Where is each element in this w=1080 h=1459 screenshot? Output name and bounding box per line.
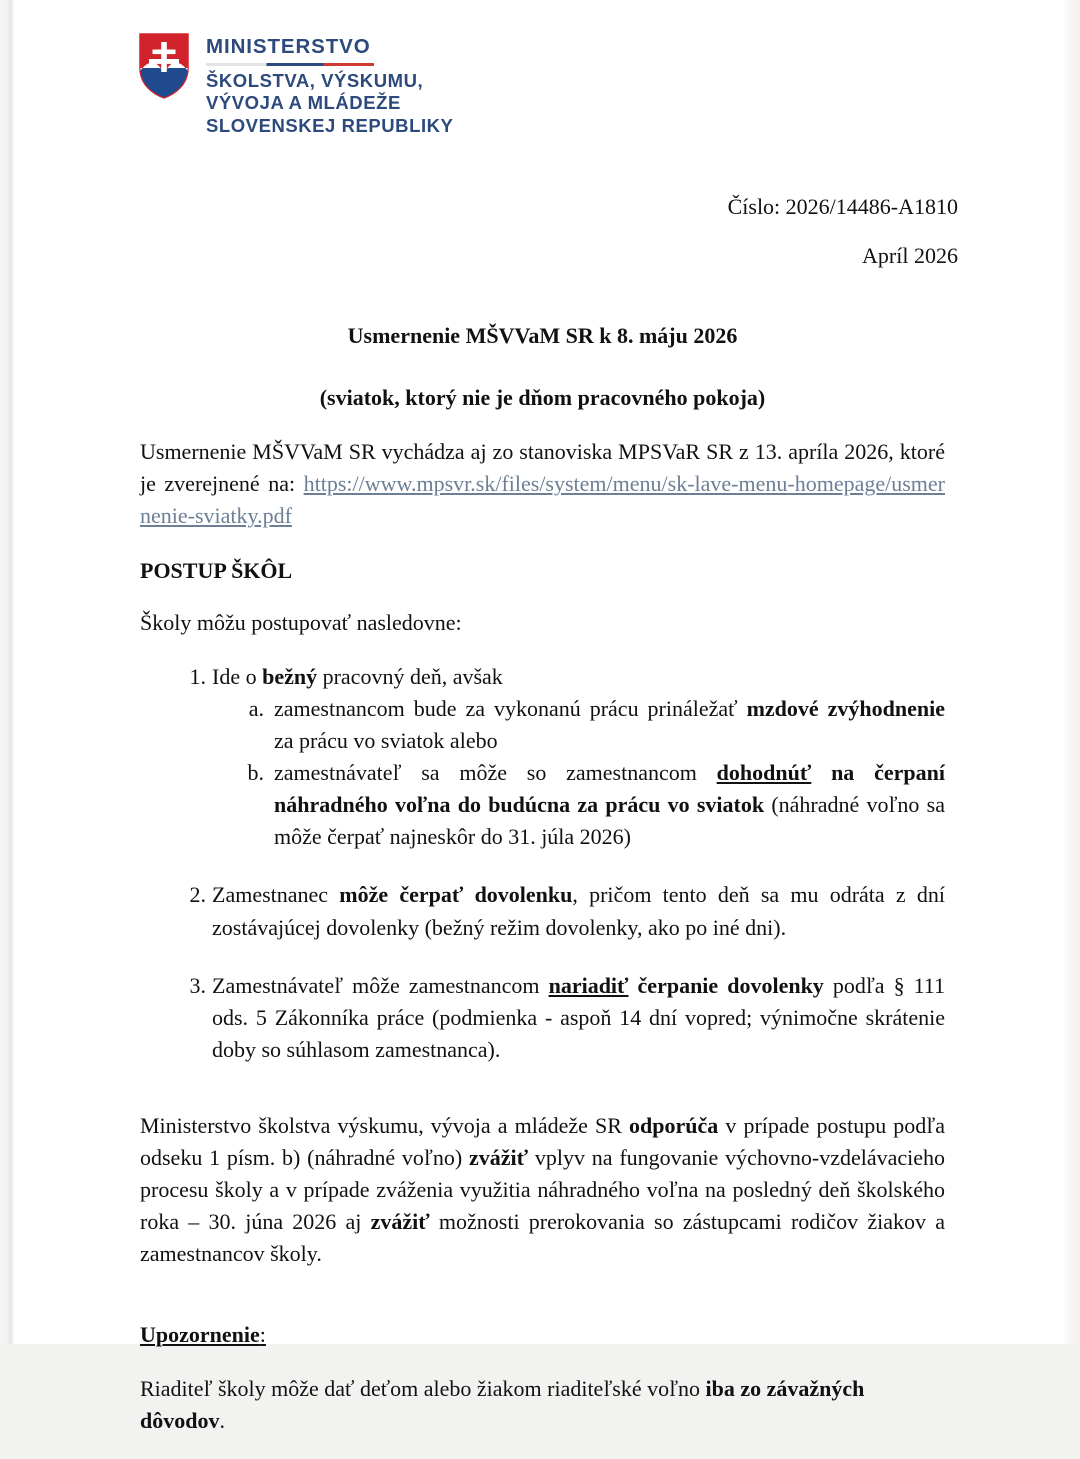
section-lead-line: Školy môžu postupovať nasledovne: [140, 609, 462, 635]
document-title: Usmernenie MŠVVaM SR k 8. máju 2026 [347, 323, 738, 348]
list-item-1b [212, 757, 945, 853]
list-item-1a-marker: a. [248, 695, 264, 721]
intro-paragraph [140, 436, 945, 532]
section-heading-postup-skol: POSTUP ŠKÔL [140, 557, 293, 583]
ministry-name-rest [206, 70, 453, 138]
letterhead [136, 30, 453, 137]
notice-body [140, 1373, 945, 1437]
document-subtitle: (sviatok, ktorý nie je dňom pracovného pokoja) [319, 385, 766, 411]
list-item-1a-text [274, 693, 945, 757]
item3-part2: podľa § 111 ods. 5 Zákonníka práce (podmienka - aspoň 14 dní vopred; výnimočne skrátenie doby so súhlasom zamestnanca). [212, 972, 945, 1062]
item3-bold-underline: nariadiť [548, 972, 629, 998]
list-item-1-text [212, 661, 945, 693]
list-item-2-marker: 2. [189, 882, 206, 908]
reference-date: Apríl 2026 [862, 243, 958, 268]
ministry-name-block [206, 30, 453, 137]
ministry-line-2: ŠKOLSTVA, VÝSKUMU, [206, 69, 424, 91]
notice-before: Riaditeľ školy môže dať deťom alebo žiakom riaditeľské voľno [140, 1375, 706, 1401]
item1b-part1: zamestnávateľ sa môže so zamestnancom [274, 760, 717, 786]
mpsvr-usmernenie-link[interactable]: https://www.mpsvr.sk/files/system/menu/sk-lave-menu-homepage/usmernenie-sviatky.pdf [140, 471, 945, 529]
item1-pre: Ide o [212, 663, 263, 689]
item1b-bold-underline: dohodnúť [716, 760, 812, 786]
list-item-3-text [212, 970, 945, 1066]
slovak-coat-of-arms-icon [136, 30, 192, 102]
list-item-3-marker: 3. [189, 972, 206, 998]
notice-heading-colon: : [259, 1321, 266, 1347]
closing-b1: odporúča [629, 1112, 719, 1138]
intro-text: Usmernenie MŠVVaM SR vychádza aj zo stanoviska MPSVaR SR z 13. apríla 2026, ktoré je zverejnené na: [140, 439, 945, 497]
closing-p1: Ministerstvo školstva výskumu, vývoja a mládeže SR [140, 1112, 630, 1138]
list-item-1a [212, 693, 945, 757]
item1-post: pracovný deň, avšak [317, 663, 503, 689]
closing-p4: možnosti prerokovania so zástupcami rodičov žiakov a zamestnancov školy. [140, 1209, 945, 1267]
list-item-1b-marker: b. [247, 760, 264, 786]
closing-paragraph [140, 1110, 945, 1271]
item2-bold: môže čerpať dovolenku [339, 882, 573, 908]
list-item-3 [140, 970, 945, 1066]
item1b-part2: (náhradné voľno sa môže čerpať najneskôr do 31. júla 2026) [274, 792, 945, 850]
list-item-1 [140, 661, 945, 854]
list-item-1b-text [274, 757, 945, 853]
item2-part2: , pričom tento deň sa mu odráta z dní zostávajúcej dovolenky (bežný režim dovolenky, ako po iné dni). [212, 882, 945, 940]
notice-bold: iba zo závažných dôvodov [140, 1375, 865, 1433]
ministry-line-1: MINISTERSTVO [206, 35, 371, 58]
list-item-2 [140, 879, 945, 943]
ministry-line-4: SLOVENSKEJ REPUBLIKY [206, 114, 454, 136]
item1-bold: bežný [262, 663, 318, 689]
item2-part1: Zamestnanec [212, 882, 340, 908]
notice-heading-text: Upozornenie [140, 1321, 260, 1347]
closing-p2: v prípade postupu podľa odseku 1 písm. b) (náhradné voľno) [140, 1112, 945, 1171]
closing-b2: zvážiť [468, 1145, 529, 1171]
document-body [140, 320, 945, 1459]
reference-number: Číslo: 2026/14486-A1810 [727, 194, 958, 219]
page-gutter-left [0, 0, 14, 1344]
list-item-1-marker: 1. [189, 663, 206, 689]
procedure-sublist-1 [212, 693, 945, 854]
ministry-divider-rule [206, 63, 374, 66]
closing-p3: vplyv na fungovanie výchovno-vzdelávacieho procesu školy a v prípade zváženia využitia náhradného voľna na posledný deň školského roka – 30. júna 2026 aj [140, 1145, 946, 1235]
procedure-list [140, 661, 945, 1066]
item1a-part2: za prácu vo sviatok alebo [274, 727, 498, 753]
page-gutter-right [1062, 0, 1080, 1344]
notice-heading [140, 1319, 945, 1351]
notice-after: . [219, 1407, 225, 1433]
item3-bold2: čerpanie dovolenky [628, 972, 824, 998]
item1a-bold: mzdové zvýhodnenie [746, 695, 945, 721]
item1b-bold2: na čerpaní náhradného voľna do budúcna za prácu vo sviatok [274, 760, 945, 818]
item3-part1: Zamestnávateľ môže zamestnancom [212, 972, 549, 998]
ministry-line-3: VÝVOJA A MLÁDEŽE [206, 92, 401, 114]
reference-block [728, 196, 958, 267]
list-item-2-text [212, 879, 945, 943]
document-page [18, 0, 1062, 1433]
item1a-part1: zamestnancom bude za vykonanú prácu prináležať [274, 695, 747, 721]
closing-b3: zvážiť [370, 1209, 430, 1235]
